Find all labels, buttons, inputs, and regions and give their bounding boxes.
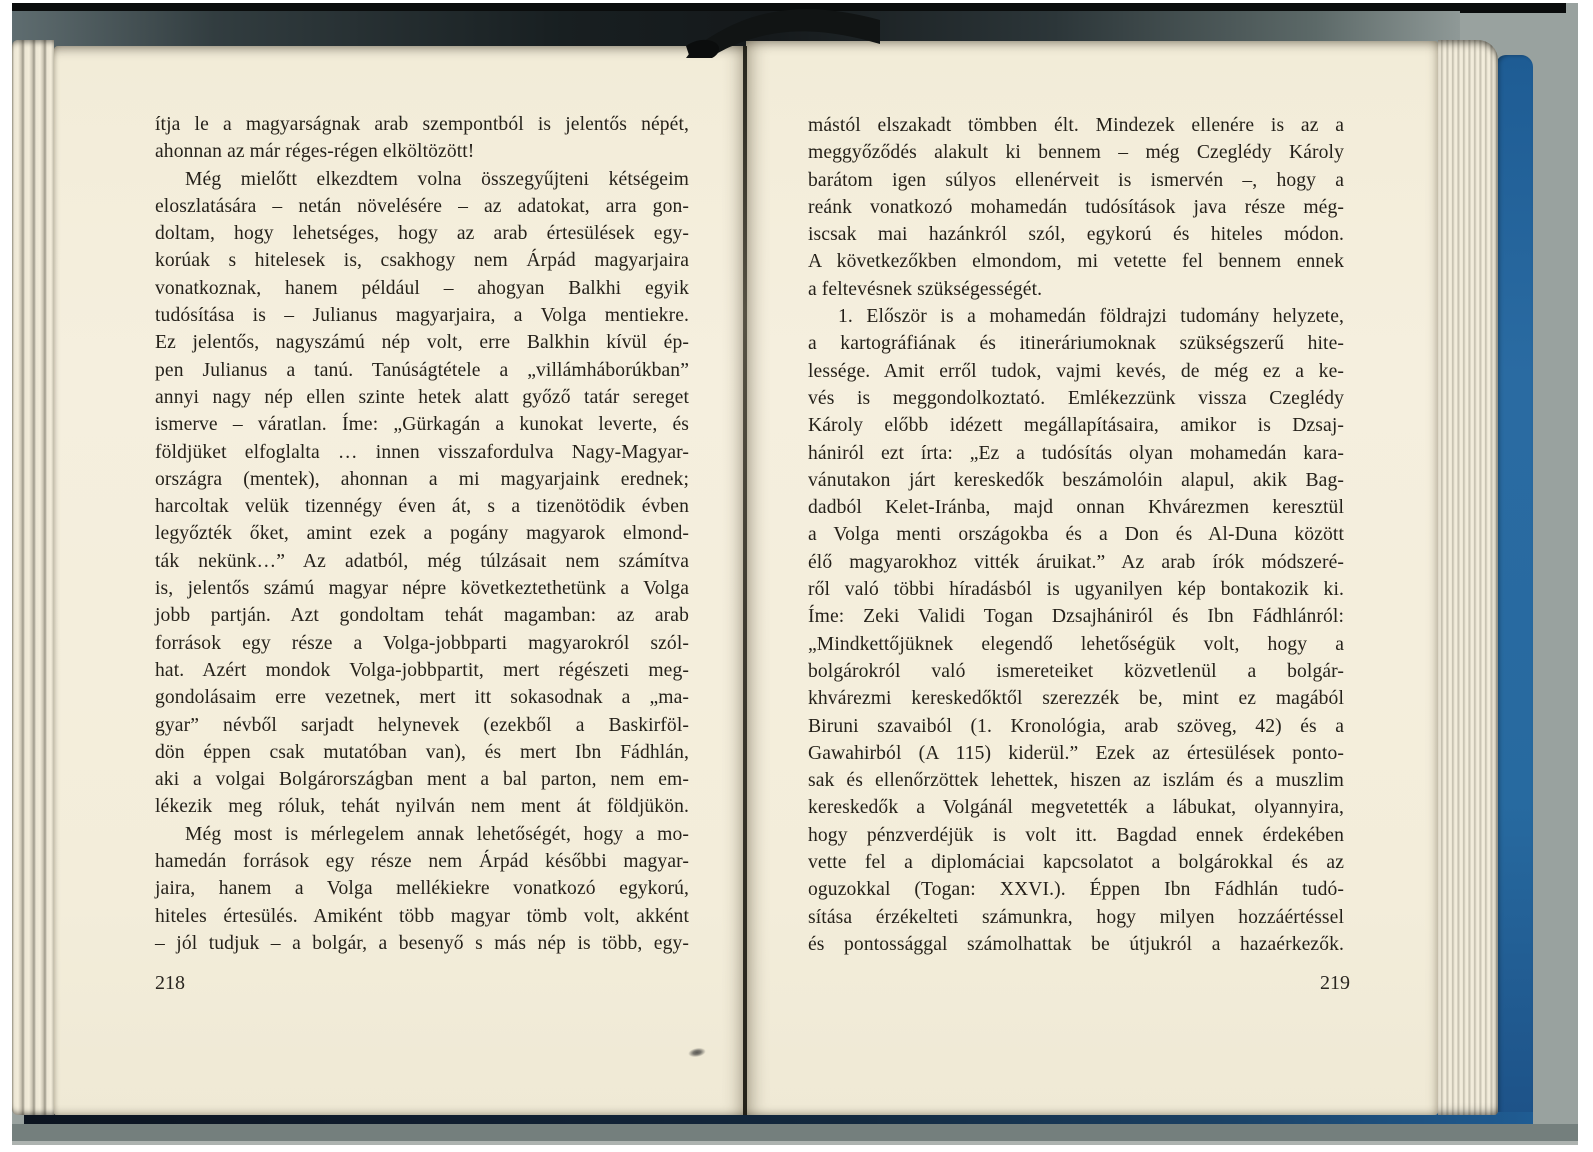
text-line: Biruni szavaiból (1. Kronológia, arab szöveg, 42) és a xyxy=(808,715,1344,737)
text-line: vette fel a diplomáciai kapcsolatot a bolgárokkal és az xyxy=(808,852,1344,874)
text-line: sak és ellenőrzöttek lehettek, hiszen az iszlám és a muszlim xyxy=(808,770,1344,792)
bookmark-ribbon xyxy=(684,2,880,58)
text-line: dadból Kelet-Iránba, majd onnan Khvárezmen keresztül xyxy=(808,497,1344,519)
text-line: tudósítása is – Julianus magyarjaira, a Volga mentiekre. xyxy=(155,305,689,327)
text-line: földjüket elfoglalta … innen visszafordulva Nagy-Magyar- xyxy=(155,441,689,463)
text-line: országra (mentek), ahonnan a mi magyarjaink erednek; xyxy=(155,468,689,490)
text-line: jobb partján. Azt gondoltam tehát magamban: az arab xyxy=(155,605,689,627)
text-line: a kartográfiának és itineráriumoknak szükségszerű hite- xyxy=(808,333,1344,355)
text-line: Még mielőtt elkezdtem volna összegyűjteni kétségeim xyxy=(185,168,689,190)
right-page-text xyxy=(808,112,1344,958)
text-line: is, jelentős számú magyar népre következtethetünk a Volga xyxy=(155,578,689,600)
page-stack-left xyxy=(12,40,54,1115)
text-line: és pontossággal számolhattak be útjukról a hazaérkezők. xyxy=(808,933,1344,955)
text-line: hat. Azért mondok Volga-jobbpartit, mert régészeti meg- xyxy=(155,659,689,681)
text-line: meggyőződés alakult ki bennem – még Czeglédy Károly xyxy=(808,142,1344,164)
text-line: ismerve – váratlan. Íme: „Gürkagán a kunokat leverte, és xyxy=(155,414,689,436)
text-line: vánutakon járt kereskedők beszámolóin alapul, akik Bag- xyxy=(808,469,1344,491)
left-page-text xyxy=(155,111,689,957)
text-line: – jól tudjuk – a bolgár, a besenyő s más nép is több, egy- xyxy=(155,932,689,954)
text-line: legyőzték őket, amint ezek a pogány magyarok elmond- xyxy=(155,523,689,545)
text-line: eloszlatására – netán növelésére – az adatokat, arra gon- xyxy=(155,195,689,217)
text-line: Ez jelentős, nagyszámú nép volt, erre Balkhin kívül ép- xyxy=(155,332,689,354)
page-number-right: 219 xyxy=(1320,972,1350,994)
text-line: A következőkben elmondom, mi vetette fel bennem ennek xyxy=(808,251,1344,273)
text-line: kereskedők a Volgánál megvetették a lábukat, olyannyira, xyxy=(808,797,1344,819)
page-stack-right xyxy=(1438,40,1498,1115)
text-line: reánk vonatkozó mohamedán tudósítások java része még- xyxy=(808,196,1344,218)
text-line: lessége. Amit erről tudok, vajmi kevés, de még ez a ke- xyxy=(808,360,1344,382)
text-line: Íme: Zeki Validi Togan Dzsajhániról és Ibn Fádhlánról: xyxy=(808,606,1344,628)
text-line: vés is meggondolkoztató. Emlékezzünk vissza Czeglédy xyxy=(808,387,1344,409)
text-line: sítása érzékelteti számunkra, hogy milyen hozzáértéssel xyxy=(808,906,1344,928)
text-line: ítja le a magyarságnak arab szempontból is jelentős népét, xyxy=(155,114,689,135)
text-line: vonatkoznak, hanem például – ahogyan Balkhi egyik xyxy=(155,277,689,299)
spine-gutter xyxy=(743,46,747,1115)
text-line: Gawahirból (A 115) kiderül.” Ezek az értesülések ponto- xyxy=(808,742,1344,764)
text-line: aki a volgai Bolgárországban ment a bal parton, nem em- xyxy=(155,769,689,791)
text-line: hániról ezt írta: „Ez a tudósítás olyan mohamedán kara- xyxy=(808,442,1344,464)
text-line: annyi nagy nép ellen szinte hetek alatt győző tatár sereget xyxy=(155,386,689,408)
cover-edge-right xyxy=(1496,55,1533,1122)
text-line: lékezik meg róluk, tehát nyilván nem ment át földjükön. xyxy=(155,796,689,818)
text-line: gyar” névből sarjadt helynevek (ezekből a Baskirföl- xyxy=(155,714,689,736)
text-line: dön éppen csak mutatóban van), és mert Ibn Fádhlán, xyxy=(155,741,689,763)
text-line: hogy pénzverdéjük is volt itt. Bagdad ennek érdekében xyxy=(808,824,1344,846)
cover-bottom-shadow-band xyxy=(12,1124,1578,1145)
text-line: gondolásaim erre vezetnek, mert itt sokasodnak a „ma- xyxy=(155,687,689,709)
text-line: ről való többi híradásból is ugyanilyen kép bontakozik ki. xyxy=(808,579,1344,601)
text-line: 1. Először is a mohamedán földrajzi tudomány helyzete, xyxy=(838,306,1344,328)
text-line: források egy része a Volga-jobbparti magyarokról szól- xyxy=(155,632,689,654)
text-line: „Mindkettőjüknek elegendő lehetőségük volt, hogy a xyxy=(808,633,1344,655)
text-line: barátom igen súlyos ellenérveit is ismervén –, hogy a xyxy=(808,169,1344,191)
text-line: hiteles értesülés. Amiként több magyar tömb volt, akként xyxy=(155,905,689,927)
text-line: a feltevésnek szükségességét. xyxy=(808,278,1043,300)
text-line: hamedán források egy része nem Árpád későbbi magyar- xyxy=(155,851,689,873)
text-line: harcoltak velük tizennégy éven át, s a tizenötödik évben xyxy=(155,496,689,518)
text-line: Károly előbb idézett megállapításaira, amikor is Dzsaj- xyxy=(808,415,1344,437)
text-line: jaira, hanem a Volga mellékiekre vonatkozó egykorú, xyxy=(155,878,689,900)
page-number-left: 218 xyxy=(155,972,185,994)
text-line: khvárezmi kereskedőktől szerezzék be, mint ez magából xyxy=(808,688,1344,710)
text-line: Még most is mérlegelem annak lehetőségét, hogy a mo- xyxy=(185,823,689,845)
text-line: pen Julianus a tanú. Tanúságtétele a „villámháborúkban” xyxy=(155,359,689,381)
text-line: iscsak mai hazánkról szól, egykorú és hiteles módon. xyxy=(808,224,1344,246)
text-line: ták nekünk…” Az adatból, még túlzásait nem számítva xyxy=(155,550,689,572)
text-line: ahonnan az már réges-régen elköltözött! xyxy=(155,141,475,163)
text-line: mástól elszakadt tömbben élt. Mindezek ellenére is az a xyxy=(808,115,1344,136)
text-line: doltam, hogy lehetséges, hogy az arab értesülések egy- xyxy=(155,223,689,245)
text-line: oguzokkal (Togan: XXVI.). Éppen Ibn Fádhlán tudó- xyxy=(808,879,1344,901)
text-line: bolgárokról való ismereteiket közvetlenül a bolgár- xyxy=(808,660,1344,682)
text-line: korúak s hitelesek is, csakhogy nem Árpád magyarjaira xyxy=(155,250,689,272)
text-line: élő magyarokhoz vitték áruikat.” Az arab írók módszeré- xyxy=(808,551,1344,573)
text-line: a Volga menti országokba és a Don és Al-Duna között xyxy=(808,524,1344,546)
